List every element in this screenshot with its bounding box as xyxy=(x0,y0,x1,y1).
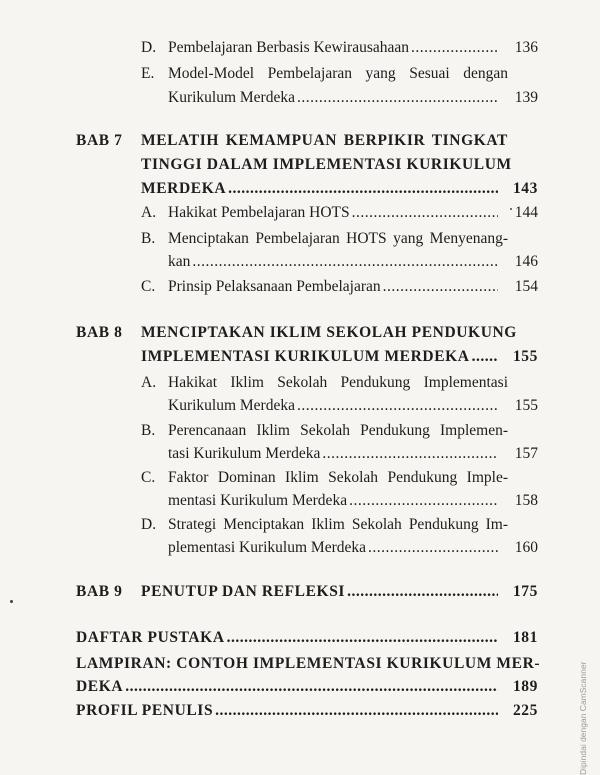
page-number: 157 xyxy=(514,445,538,462)
leader-dots xyxy=(228,179,498,199)
page-number: 154 xyxy=(514,278,538,295)
page-number: 136 xyxy=(514,39,538,56)
entry-letter: D. xyxy=(141,516,157,533)
page-number: 155 xyxy=(512,348,538,365)
leader-dots xyxy=(297,88,498,108)
chapter-title: PENUTUP DAN REFLEKSI xyxy=(141,583,346,600)
page-number: 144 xyxy=(514,204,538,221)
leader-dots xyxy=(192,252,498,272)
entry-title: Pembelajaran Berbasis Kewirausahaan xyxy=(168,39,410,56)
toc-entry xyxy=(141,582,500,602)
entry-title-cont: tasi Kurikulum Merdeka xyxy=(168,445,321,462)
entry-letter: B. xyxy=(141,230,156,247)
entry-letter: B. xyxy=(141,422,156,439)
toc-entry xyxy=(168,444,500,464)
chapter-title-cont: MERDEKA xyxy=(141,180,227,197)
entry-title-cont: kan xyxy=(168,253,191,270)
chapter-title: MELATIH KEMAMPUAN BERPIKIR TINGKAT xyxy=(141,132,508,149)
entry-title: Perencanaan Iklim Sekolah Pendukung Implemen- xyxy=(168,422,508,439)
entry-letter: A. xyxy=(141,204,157,221)
toc-entry xyxy=(76,628,500,648)
page-number: 175 xyxy=(512,583,538,600)
leader-dots xyxy=(322,444,498,464)
entry-title: Hakikat Pembelajaran HOTS xyxy=(168,204,350,221)
chapter-label: BAB 9 xyxy=(76,583,123,600)
leader-dots xyxy=(411,38,498,58)
page-number: 146 xyxy=(514,253,538,270)
chapter-label: BAB 7 xyxy=(76,132,123,149)
entry-title: Faktor Dominan Iklim Sekolah Pendukung Imple- xyxy=(168,469,508,486)
entry-title: Strategi Menciptakan Iklim Sekolah Pendukung Im- xyxy=(168,516,508,533)
entry-title-cont: Kurikulum Merdeka xyxy=(168,397,295,414)
entry-title: Model-Model Pembelajaran yang Sesuai dengan xyxy=(168,65,508,82)
toc-entry xyxy=(168,252,500,272)
leader-dots xyxy=(215,701,498,721)
scan-speck xyxy=(510,208,512,210)
toc-entry xyxy=(168,491,500,511)
entry-title-cont: Kurikulum Merdeka xyxy=(168,89,295,106)
leader-dots xyxy=(347,582,498,602)
page-number: 139 xyxy=(514,89,538,106)
scan-speck xyxy=(10,600,13,603)
leader-dots xyxy=(472,347,498,367)
leader-dots xyxy=(227,628,498,648)
entry-title-cont: plementasi Kurikulum Merdeka xyxy=(168,539,367,556)
toc-entry xyxy=(168,277,500,297)
section-title-cont: DEKA xyxy=(76,678,124,695)
entry-letter: A. xyxy=(141,374,157,391)
leader-dots xyxy=(383,277,498,297)
entry-title-cont: mentasi Kurikulum Merdeka xyxy=(168,492,348,509)
chapter-label: BAB 8 xyxy=(76,324,123,341)
toc-entry xyxy=(168,38,500,58)
page-number: 155 xyxy=(514,397,538,414)
leader-dots xyxy=(297,396,498,416)
toc-entry xyxy=(141,179,500,199)
entry-title: Menciptakan Pembelajaran HOTS yang Menyenang- xyxy=(168,230,508,247)
leader-dots xyxy=(125,677,498,697)
toc-entry xyxy=(76,701,500,721)
toc-entry xyxy=(168,538,500,558)
page-number: 181 xyxy=(512,629,538,646)
leader-dots xyxy=(352,203,498,223)
toc-entry xyxy=(168,88,500,108)
section-title: DAFTAR PUSTAKA xyxy=(76,629,225,646)
page-number: 160 xyxy=(514,539,538,556)
chapter-title: MENCIPTAKAN IKLIM SEKOLAH PENDUKUNG xyxy=(141,324,517,341)
toc-entry xyxy=(141,347,500,367)
toc-entry xyxy=(168,203,500,223)
page-number: 189 xyxy=(512,678,538,695)
page-number: 158 xyxy=(514,492,538,509)
entry-letter: D. xyxy=(141,39,157,56)
entry-letter: C. xyxy=(141,469,156,486)
section-title: PROFIL PENULIS xyxy=(76,702,214,719)
section-title: LAMPIRAN: CONTOH IMPLEMENTASI KURIKULUM MER- xyxy=(76,655,541,672)
scanner-watermark: Dipindai dengan CamScanner xyxy=(578,661,588,775)
page-number: 143 xyxy=(512,180,538,197)
leader-dots xyxy=(368,538,498,558)
entry-letter: E. xyxy=(141,65,155,82)
page-number: 225 xyxy=(512,702,538,719)
toc-entry xyxy=(76,677,500,697)
toc-entry xyxy=(168,396,500,416)
chapter-title-cont: TINGGI DALAM IMPLEMENTASI KURIKULUM xyxy=(141,156,512,173)
entry-title: Prinsip Pelaksanaan Pembelajaran xyxy=(168,278,381,295)
entry-letter: C. xyxy=(141,278,156,295)
chapter-title-cont: IMPLEMENTASI KURIKULUM MERDEKA xyxy=(141,348,470,365)
entry-title: Hakikat Iklim Sekolah Pendukung Implementasi xyxy=(168,374,508,391)
leader-dots xyxy=(349,491,498,511)
